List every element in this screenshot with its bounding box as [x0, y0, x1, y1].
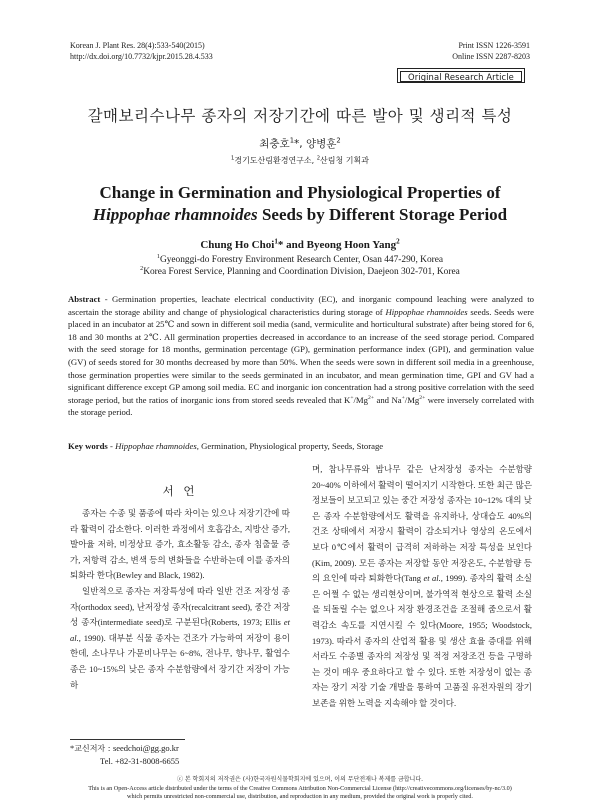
corresponding-mark: * — [277, 239, 284, 251]
affiliation-mark: 2 — [316, 155, 321, 162]
author-separator: , — [299, 138, 306, 150]
section-heading: 서 언 — [162, 484, 198, 498]
abstract-text: and Na — [374, 394, 402, 405]
issn-block — [452, 41, 530, 62]
abstract — [68, 293, 534, 419]
body-paragraph: 종자는 수종 및 품종에 따라 차이는 있으나 저장기간에 따라 활력이 감소한다. 이러한 과정에서 호흡감소, 지방산 증가, 발아율 저하, 비정상묘 증가, 효소활동 감소, 종자 침출물 증가, 저항력 감소, 변색 등의 변화들을 수반하는데 이를 종자의 퇴화라 한다(Bewley and Black, 1982). — [70, 508, 290, 581]
author-name: Byeong Hoon Yang — [306, 239, 397, 251]
citation-etal: et al. — [423, 573, 441, 584]
author-separator: and — [283, 239, 307, 251]
affiliation-mark: 1 — [289, 136, 295, 145]
affiliation-org: 산림청 기획과 — [320, 156, 369, 165]
footnote-email-line — [70, 742, 179, 755]
affiliation-mark: 2 — [336, 136, 341, 145]
affiliation-line — [0, 254, 600, 266]
affiliation-org: 경기도산림환경연구소, — [234, 156, 317, 165]
keywords — [68, 440, 534, 452]
species-name: Hippophae rhamnoides — [115, 441, 197, 451]
author-name: 최충호 — [259, 138, 290, 150]
author-email[interactable]: seedchoi@gg.go.kr — [112, 743, 179, 753]
affiliation-mark: 1 — [156, 253, 160, 260]
species-name: Hippophae rhamnoides — [385, 306, 468, 317]
abstract-text: /Mg — [404, 394, 420, 405]
keywords-label: Key words — [68, 441, 108, 451]
affiliation-mark: 2 — [140, 265, 144, 272]
footnote-divider — [70, 739, 185, 740]
abstract-text: /Mg — [353, 394, 368, 405]
author-name: 양병훈 — [305, 138, 337, 150]
affiliation-mark: 2 — [396, 237, 400, 246]
title-line: Change in Germination and Physiological Properties of — [99, 183, 501, 202]
license-line: This is an Open-Access article distributed under the terms of the Creative Commons Attribution Non-Commercial License (http://creativecommons.org/licenses/by-nc/3.0) — [88, 785, 512, 792]
title-english — [0, 182, 600, 226]
corresponding-mark: * — [294, 138, 300, 150]
abstract-label: Abstract — [68, 294, 101, 304]
affiliations-english — [0, 254, 600, 278]
affiliation-text: Korea Forest Service, Planning and Coordination Division, Daejeon 302-701, Korea — [143, 267, 460, 277]
body-paragraph — [70, 584, 290, 693]
body-paragraph — [312, 462, 532, 712]
print-issn: Print ISSN 1226-3591 — [458, 41, 530, 50]
journal-reference: Korean J. Plant Res. 28(4):533-540(2015) — [70, 41, 205, 50]
body-text: 며, 참나무류와 밤나무 같은 난저장성 종자는 수분함량 20~40% 이하에서 활력이 떨어지기 시작한다. 또한 최근 많은 정보들이 보고되고 있는 중간 저장성 종자는 10~12% 대의 낮은 종자 수분함량에서도 활력을 유지하나, 상대습도 40%의 건조 상태에서 저장시 활력이 감소되거나 영상의 온도에서 보다 0℃에서 활력이 급격히 저하하는 저장 특성을 보인다(Kim, 2009). 모든 종자는 저장할 동안 저장온도, 수분함량 등의 요인에 따라 퇴화한다(Tang — [312, 464, 532, 584]
affiliations-korean — [0, 155, 600, 166]
body-column-left — [70, 506, 290, 693]
license-notice — [0, 785, 600, 801]
affiliation-text: Gyeonggi-do Forestry Environment Research Center, Osan 447-290, Korea — [159, 255, 444, 265]
author-phone: Tel. +82-31-8008-6655 — [100, 756, 180, 766]
ion-charge: + — [401, 394, 405, 401]
article-type-badge: Original Research Article — [400, 71, 522, 82]
corresponding-author-footnote — [70, 742, 179, 767]
author-name: Chung Ho Choi — [200, 239, 275, 251]
affiliation-mark: 1 — [231, 155, 235, 162]
affiliation-line — [0, 266, 600, 278]
body-text: , 1999). 종자의 활력 소실은 어쩔 수 없는 생리현상이며, 불가역적 현상으로 활력 소실을 되돌릴 수는 없으나 저장 환경조건을 조절해 줌으로서 활력감소 속도를 지연시킬 수 있다(Moore, 1955; Woodstock, 1973). 따라서 종자의 산업적 활용 및 생산 효율 증대를 위해서라도 수종별 종자의 저장성 및 적정 저장조건 등을 구명하는 것이 매우 중요하다고 할 수 있다. 또한 저장성이 없는 종자는 장기 저장 기술 개발을 통하여 고품질 유전자원의 장기 보존을 위한 노력을 지속해야 할 것이다. — [312, 573, 532, 708]
keywords-list: , Germination, Physiological property, Seeds, Storage — [196, 441, 384, 451]
doi-link[interactable]: http://dx.doi.org/10.7732/kjpr.2015.28.4.533 — [70, 51, 213, 61]
authors-english — [0, 239, 600, 251]
footnote-label: 교신저자 : — [74, 744, 113, 753]
online-issn: Online ISSN 2287-8203 — [452, 51, 530, 61]
abstract-text: were inversely correlated with the storage period. — [68, 394, 534, 418]
species-name: Hippophae rhamnoides — [92, 205, 258, 224]
abstract-text: seeds. Seeds were placed in an incubator at 25℃ and sown in different soil media (sand, vermiculite and horticultural substrate) after being stored for 6, 18 and 30 months at 2℃. All germination properties decreased in accordance to an increase of the seed storage period. Compared with the seed storage for 18 months, germination percentage (GP), germination performance index (GPI), and germination value (GV) of seeds stored for 30 months decreased by more than 50%. When the seeds were sown in different soil media in a greenhouse, those germination properties were similar to the seeds germinated in an incubator, and mean germination time, GPI and GV had a significant difference except GP among soil media. EC and inorganic ion concentration had a strong positive correlation with the seed storage period, but the ratios of inorganic ions from stored seeds revealed that K — [68, 306, 534, 405]
body-column-right — [312, 462, 532, 712]
journal-citation — [70, 41, 213, 62]
title-korean: 갈매보리수나무 종자의 저장기간에 따른 발아 및 생리적 특성 — [87, 107, 513, 125]
title-rest: Seeds by Different Storage Period — [257, 205, 508, 224]
citation-etal: et al. — [70, 617, 290, 643]
body-text: 일반적으로 종자는 저장특성에 따라 일반 건조 저장성 종자(orthodox seed), 난저장성 종자(recalcitrant seed), 중간 저장성 종자(intermediate seed)로 구분된다(Roberts, 1973; Ellis — [70, 585, 290, 628]
license-line: which permits unrestricted non-commercial use, distribution, and reproduction in any medium, provided the original work is properly cited. — [127, 793, 473, 800]
body-text: , 1990). 대부분 식물 종자는 건조가 가능하여 저장이 용이한데, 소나무나 가문비나무는 6~8%, 전나무, 향나무, 활엽수종은 10~15%의 낮은 종자 수분함량에서 장기간 저장이 가능하 — [70, 632, 290, 690]
abstract-dash: - — [100, 294, 112, 304]
ion-charge: 2+ — [368, 394, 375, 401]
keywords-dash: - — [107, 441, 116, 451]
affiliation-mark: 1 — [274, 237, 278, 246]
abstract-text: Germination properties, leachate electrical conductivity (EC), and inorganic compound leaching were analyzed to ascertain the storage ability and change of physiological characteristics during storage of — [68, 294, 534, 317]
authors-korean — [0, 136, 600, 151]
title-line — [0, 204, 600, 226]
copyright-korean: ⓒ 본 학회지의 저작권은 (사)한국자원식물학회지에 있으며, 이의 무단전재나 복제를 금합니다. — [176, 776, 424, 783]
ion-charge: + — [350, 394, 354, 401]
footnote-mark: * — [70, 743, 75, 753]
ion-charge: 2+ — [419, 394, 426, 401]
